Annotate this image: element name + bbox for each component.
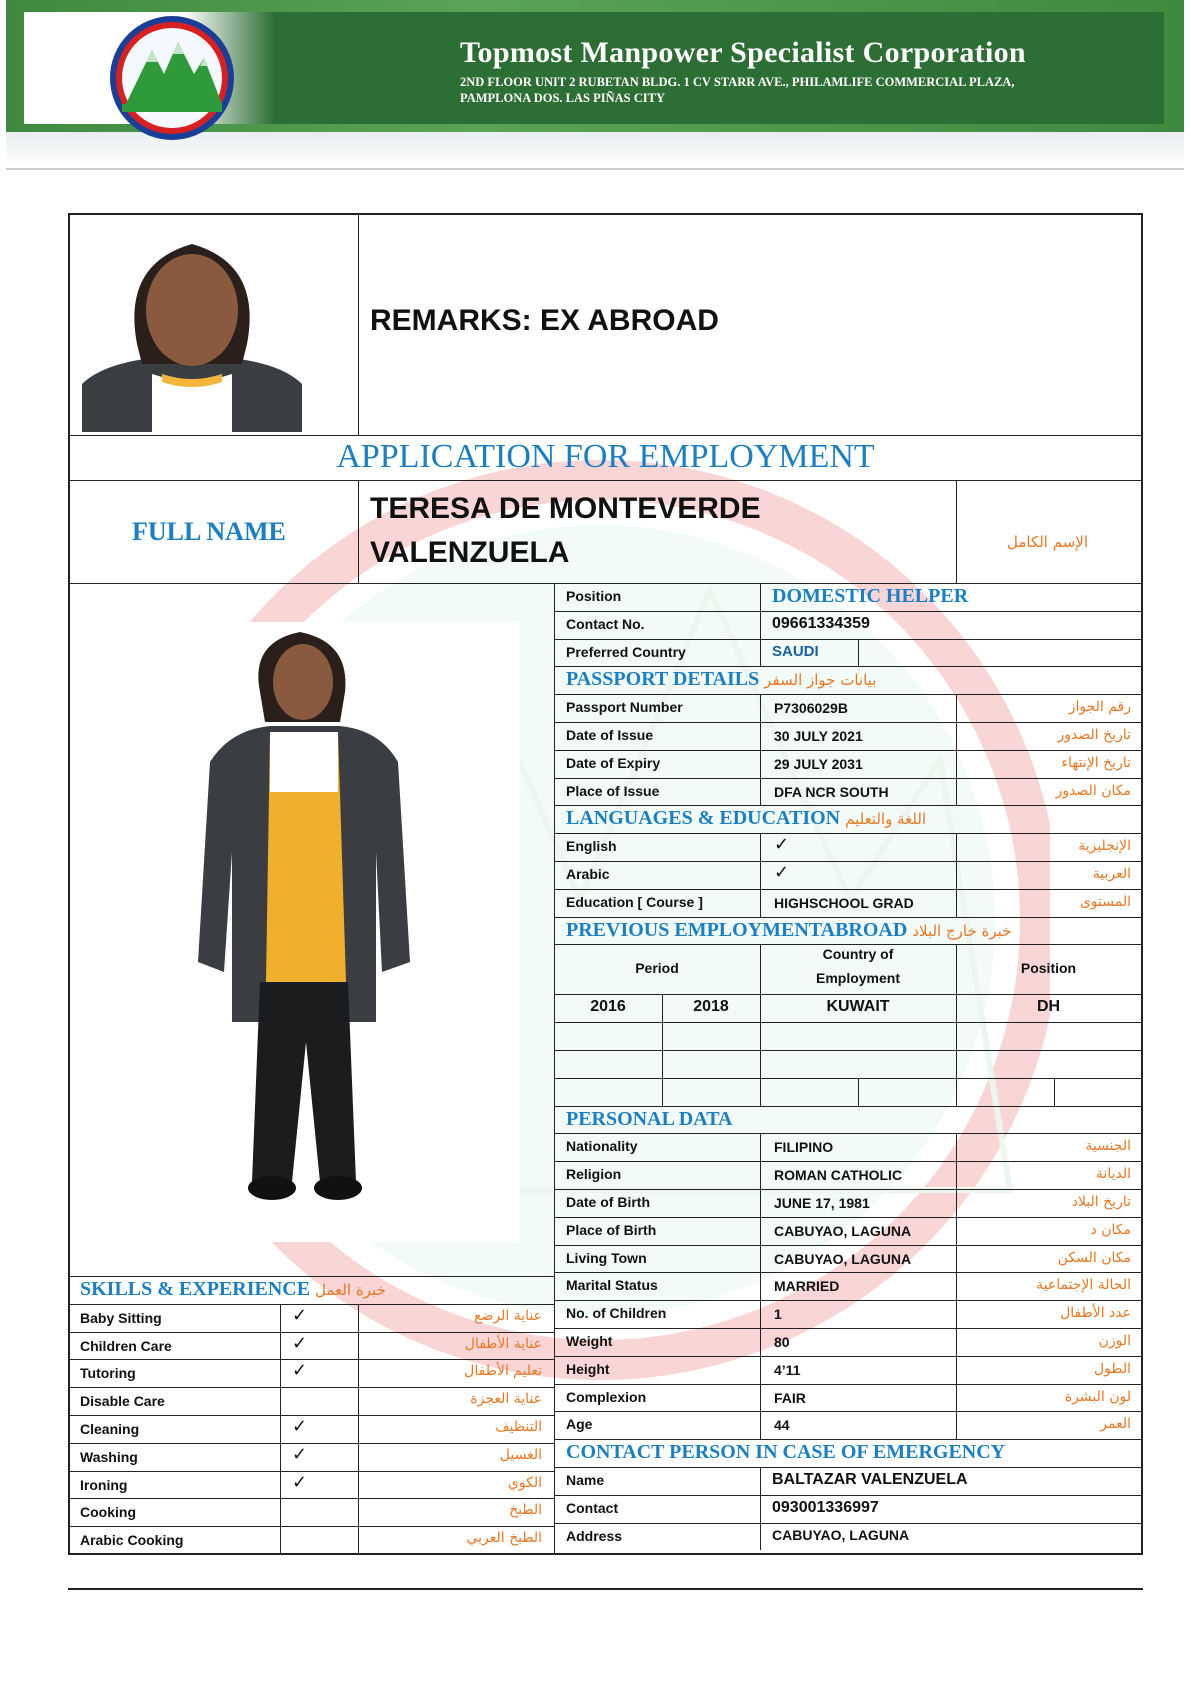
footer-rule: [68, 1588, 1143, 1590]
row-divider: [554, 1411, 1141, 1412]
col-divider: [760, 611, 761, 639]
personal-label-arabic: عدد الأطفال: [1060, 1305, 1131, 1322]
col-divider: [760, 1328, 761, 1356]
passport-section-title: [566, 668, 876, 691]
applicant-portrait-photo: [82, 224, 302, 432]
company-address: [460, 74, 1014, 106]
section-title: SKILLS & EXPERIENCE: [80, 1278, 311, 1300]
col-divider: [956, 1022, 957, 1050]
row-divider: [68, 480, 1143, 481]
personal-value: JUNE 17, 1981: [774, 1195, 870, 1211]
row-divider: [554, 1495, 1141, 1496]
row-divider: [554, 917, 1141, 918]
checkmark-icon: ✓: [292, 1443, 308, 1465]
skill-label-arabic: الغسيل: [499, 1446, 542, 1463]
passport-value: 30 JULY 2021: [774, 728, 863, 744]
personal-label: Complexion: [566, 1388, 647, 1405]
col-divider: [760, 833, 761, 861]
col-divider: [280, 1332, 281, 1360]
passport-label-arabic: مكان الصدور: [1055, 782, 1131, 799]
personal-label: Age: [566, 1416, 593, 1433]
skill-label-arabic: عناية الأطفال: [464, 1335, 542, 1352]
personal-label-arabic: الحالة الإجتماعية: [1036, 1277, 1131, 1294]
personal-label-arabic: مكان د: [1090, 1221, 1131, 1238]
skill-label-arabic: الطبخ العربي: [466, 1530, 542, 1547]
col-divider: [280, 1526, 281, 1554]
col-divider: [662, 1078, 663, 1106]
company-name: Topmost Manpower Specialist Corporation: [460, 36, 1026, 69]
personal-value: 4’11: [774, 1361, 801, 1378]
row-divider: [68, 435, 1143, 436]
col-divider: [760, 1411, 761, 1439]
personal-label-arabic: الجنسية: [1085, 1138, 1131, 1155]
period-to: 2018: [693, 998, 729, 1016]
col-divider: [280, 1471, 281, 1499]
passport-label-arabic: رقم الجواز: [1068, 699, 1131, 716]
personal-value: MARRIED: [774, 1278, 840, 1295]
field-label: Position: [566, 588, 622, 604]
checkmark-icon: ✓: [292, 1360, 308, 1382]
row-divider: [554, 994, 1141, 995]
field-value: 09661334359: [772, 614, 870, 632]
row-divider: [554, 1356, 1141, 1357]
row-divider: [554, 722, 1141, 723]
photo-remarks-divider: [358, 213, 359, 435]
row-divider: [554, 944, 1141, 945]
col-divider: [760, 722, 761, 750]
emergency-label: Address: [566, 1527, 623, 1544]
skill-label: Ironing: [80, 1476, 128, 1493]
name-divider: [956, 480, 957, 583]
col-divider: [760, 1245, 761, 1273]
emergency-value: CABUYAO, LAGUNA: [772, 1526, 910, 1543]
col-divider: [760, 1161, 761, 1189]
passport-value: 29 JULY 2031: [774, 755, 863, 772]
row-divider: [68, 1359, 554, 1360]
section-title-arabic: خبرة العمل: [315, 1281, 386, 1299]
personal-value: FILIPINO: [774, 1139, 834, 1156]
row-divider: [554, 666, 1141, 667]
skill-label: Cleaning: [80, 1421, 140, 1437]
personal-label-arabic: الوزن: [1098, 1333, 1131, 1349]
row-divider: [68, 1526, 554, 1527]
section-title: PERSONAL DATA: [566, 1107, 733, 1130]
row-divider: [68, 1304, 554, 1305]
col-divider: [760, 583, 761, 611]
personal-label-arabic: لون البشرة: [1064, 1388, 1131, 1405]
full-name-line-2: VALENZUELA: [370, 536, 570, 569]
field-label: Contact No.: [566, 615, 645, 632]
skill-label-arabic: التنظيف: [495, 1419, 542, 1435]
col-divider: [280, 1415, 281, 1443]
row-divider: [554, 611, 1141, 612]
row-divider: [554, 861, 1141, 862]
row-divider: [554, 1467, 1141, 1468]
applicant-full-body-photo: [100, 622, 520, 1242]
col-divider: [858, 1078, 859, 1106]
personal-label: No. of Children: [566, 1305, 667, 1322]
col-divider: [280, 1443, 281, 1471]
form-title: APPLICATION FOR EMPLOYMENT: [336, 438, 875, 475]
personal-label: Weight: [566, 1333, 613, 1349]
section-title: PREVIOUS EMPLOYMENTABROAD: [566, 918, 908, 941]
frame-right: [1141, 213, 1143, 1555]
personal-label-arabic: الديانة: [1095, 1166, 1131, 1183]
skills-top-border: [68, 1276, 555, 1277]
row-divider: [554, 1050, 1141, 1051]
language-label-arabic: المستوى: [1079, 893, 1131, 910]
emergency-value: 093001336997: [772, 1498, 879, 1516]
period-header: Period: [635, 960, 679, 977]
passport-label: Place of Issue: [566, 782, 660, 799]
personal-value: ROMAN CATHOLIC: [774, 1167, 903, 1184]
skill-label-arabic: الطبخ: [509, 1502, 542, 1519]
col-divider: [760, 1189, 761, 1217]
language-label: Arabic: [566, 866, 610, 882]
address-line-2: PAMPLONA DOS. LAS PIÑAS CITY: [460, 91, 665, 105]
row-divider: [554, 1328, 1141, 1329]
skill-label: Disable Care: [80, 1393, 165, 1410]
row-divider: [554, 833, 1141, 834]
checkmark-icon: ✓: [774, 834, 790, 856]
language-label-arabic: العربية: [1092, 866, 1131, 882]
right-col-left-border: [554, 583, 555, 1555]
row-divider: [68, 583, 1143, 584]
personal-label: Height: [566, 1360, 610, 1377]
col-divider: [760, 1133, 761, 1161]
col-divider: [280, 1387, 281, 1415]
field-value: SAUDI: [772, 642, 819, 660]
skill-label: Arabic Cooking: [80, 1532, 184, 1549]
col-divider: [760, 889, 761, 917]
personal-value: FAIR: [774, 1389, 806, 1406]
col-divider: [760, 1078, 761, 1106]
skill-label-arabic: عناية الرضع: [474, 1307, 542, 1324]
personal-value: CABUYAO, LAGUNA: [774, 1222, 912, 1239]
col-divider: [956, 1050, 957, 1078]
personal-label-arabic: تاريخ البلاد: [1071, 1194, 1131, 1210]
row-divider: [554, 1439, 1141, 1440]
period-from: 2016: [590, 998, 626, 1016]
name-divider: [358, 480, 359, 583]
row-divider: [68, 1498, 554, 1499]
personal-section-title: [566, 1108, 733, 1131]
skill-label-arabic: تعليم الأطفال: [464, 1363, 542, 1380]
skills-section-title: [80, 1278, 386, 1301]
section-title: LANGUAGES & EDUCATION: [566, 807, 841, 830]
checkmark-icon: ✓: [292, 1471, 308, 1493]
row-divider: [554, 1384, 1141, 1385]
personal-value: 80: [774, 1334, 790, 1350]
personal-label-arabic: مكان السكن: [1057, 1249, 1131, 1266]
emergency-section-title: [566, 1441, 1005, 1464]
col-divider: [760, 1300, 761, 1328]
skill-label: Cooking: [80, 1504, 136, 1521]
passport-value: DFA NCR SOUTH: [774, 783, 889, 800]
company-logo: [106, 12, 238, 144]
row-divider: [554, 1272, 1141, 1273]
section-title: PASSPORT DETAILS: [566, 668, 760, 691]
row-divider: [554, 1161, 1141, 1162]
passport-label-arabic: تاريخ الإنتهاء: [1061, 754, 1131, 771]
passport-label: Date of Issue: [566, 727, 654, 743]
full-name-line-1: TERESA DE MONTEVERDE: [370, 492, 761, 525]
emergency-label: Contact: [566, 1499, 619, 1516]
row-divider: [554, 1189, 1141, 1190]
full-name-label: FULL NAME: [132, 517, 286, 546]
frame-bottom: [68, 1553, 1143, 1555]
checkmark-icon: ✓: [774, 862, 790, 883]
row-divider: [68, 1443, 554, 1444]
skill-label-arabic: عناية العجزة: [470, 1391, 542, 1408]
row-divider: [554, 778, 1141, 779]
position-header: Position: [1020, 960, 1077, 977]
language-value: HIGHSCHOOL GRAD: [774, 894, 914, 911]
row-divider: [554, 1300, 1141, 1301]
col-divider: [662, 1050, 663, 1078]
personal-label: Marital Status: [566, 1277, 658, 1294]
personal-value: 1: [774, 1306, 782, 1323]
row-divider: [554, 805, 1141, 806]
personal-label: Nationality: [566, 1138, 638, 1155]
row-divider: [554, 750, 1141, 751]
col-divider: [760, 1022, 761, 1050]
col-divider: [760, 1495, 761, 1523]
passport-label-arabic: تاريخ الصدور: [1057, 727, 1131, 743]
col-divider: [280, 1304, 281, 1332]
section-title-arabic: بيانات جواز السفر: [764, 671, 877, 690]
frame-top: [68, 213, 1143, 215]
col-divider: [760, 639, 761, 667]
col-divider: [760, 1272, 761, 1300]
frame-left: [68, 213, 70, 1555]
row-divider: [554, 1523, 1141, 1524]
col-divider: [760, 1467, 761, 1495]
row-divider: [554, 1022, 1141, 1023]
col-divider: [760, 1523, 761, 1551]
remarks: REMARKS: EX ABROAD: [370, 304, 719, 337]
row-divider: [554, 1217, 1141, 1218]
skill-label: Children Care: [80, 1337, 172, 1354]
language-label: Education [ Course ]: [566, 893, 703, 910]
checkmark-icon: ✓: [292, 1332, 308, 1354]
position-value: DOMESTIC HELPER: [772, 585, 969, 607]
language-label: English: [566, 838, 617, 855]
row-divider: [554, 1245, 1141, 1246]
col-divider: [1054, 1078, 1055, 1106]
checkmark-icon: ✓: [292, 1416, 308, 1437]
row-divider: [68, 1332, 554, 1333]
skill-label: Washing: [80, 1448, 138, 1465]
section-title-arabic: اللغة والتعليم: [845, 810, 927, 829]
passport-label: Date of Expiry: [566, 754, 661, 771]
col-divider: [760, 861, 761, 889]
company-banner: [6, 0, 1184, 168]
field-label: Preferred Country: [566, 643, 686, 660]
personal-value: 44: [774, 1417, 790, 1434]
full-name-label-arabic: الإسم الكامل: [1006, 533, 1088, 551]
country-header-line-2: Employment: [815, 970, 900, 987]
row-divider: [554, 889, 1141, 890]
col-divider: [760, 1217, 761, 1245]
row-divider: [554, 1078, 1141, 1079]
personal-label-arabic: العمر: [1100, 1416, 1131, 1433]
passport-value: P7306029B: [774, 700, 848, 717]
emergency-label: Name: [566, 1472, 605, 1488]
emergency-value: BALTAZAR VALENZUELA: [772, 1471, 968, 1488]
col-divider: [280, 1359, 281, 1387]
row-divider: [554, 694, 1141, 695]
employment-country: KUWAIT: [826, 998, 890, 1016]
personal-label: Place of Birth: [566, 1221, 657, 1238]
skill-label-arabic: الكوي: [507, 1474, 542, 1491]
checkmark-icon: ✓: [292, 1304, 308, 1326]
personal-label: Date of Birth: [566, 1194, 650, 1210]
row-divider: [554, 639, 1141, 640]
col-divider: [280, 1498, 281, 1526]
personal-value: CABUYAO, LAGUNA: [774, 1250, 912, 1267]
row-divider: [68, 1471, 554, 1472]
col-divider: [760, 1384, 761, 1412]
row-divider: [554, 1106, 1141, 1107]
language-label-arabic: الإنجليزية: [1078, 838, 1131, 855]
col-divider: [760, 1356, 761, 1384]
row-divider: [68, 1387, 554, 1388]
previous-section-title: [566, 919, 1011, 942]
skill-label: Baby Sitting: [80, 1309, 162, 1326]
section-title-arabic: خبرة خارج البلاد: [912, 921, 1012, 940]
country-header-line-1: Country of: [822, 946, 894, 963]
col-divider: [956, 1078, 957, 1106]
languages-section-title: [566, 807, 926, 830]
personal-label-arabic: الطول: [1093, 1360, 1131, 1377]
col-divider: [662, 1022, 663, 1050]
address-line-1: 2ND FLOOR UNIT 2 RUBETAN BLDG. 1 CV STARR AVE., PHILAMLIFE COMMERCIAL PLAZA,: [460, 75, 1015, 89]
col-divider: [760, 750, 761, 778]
passport-label: Passport Number: [566, 699, 683, 716]
personal-label: Living Town: [566, 1249, 647, 1266]
col-divider: [760, 694, 761, 722]
employment-position: DH: [1036, 998, 1061, 1016]
row-divider: [68, 1415, 554, 1416]
col-divider: [760, 1050, 761, 1078]
col-divider: [760, 778, 761, 806]
personal-label: Religion: [566, 1166, 622, 1183]
skill-label: Tutoring: [80, 1365, 136, 1382]
col-divider: [858, 639, 859, 667]
row-divider: [554, 1133, 1141, 1134]
section-title: CONTACT PERSON IN CASE OF EMERGENCY: [566, 1441, 1006, 1464]
